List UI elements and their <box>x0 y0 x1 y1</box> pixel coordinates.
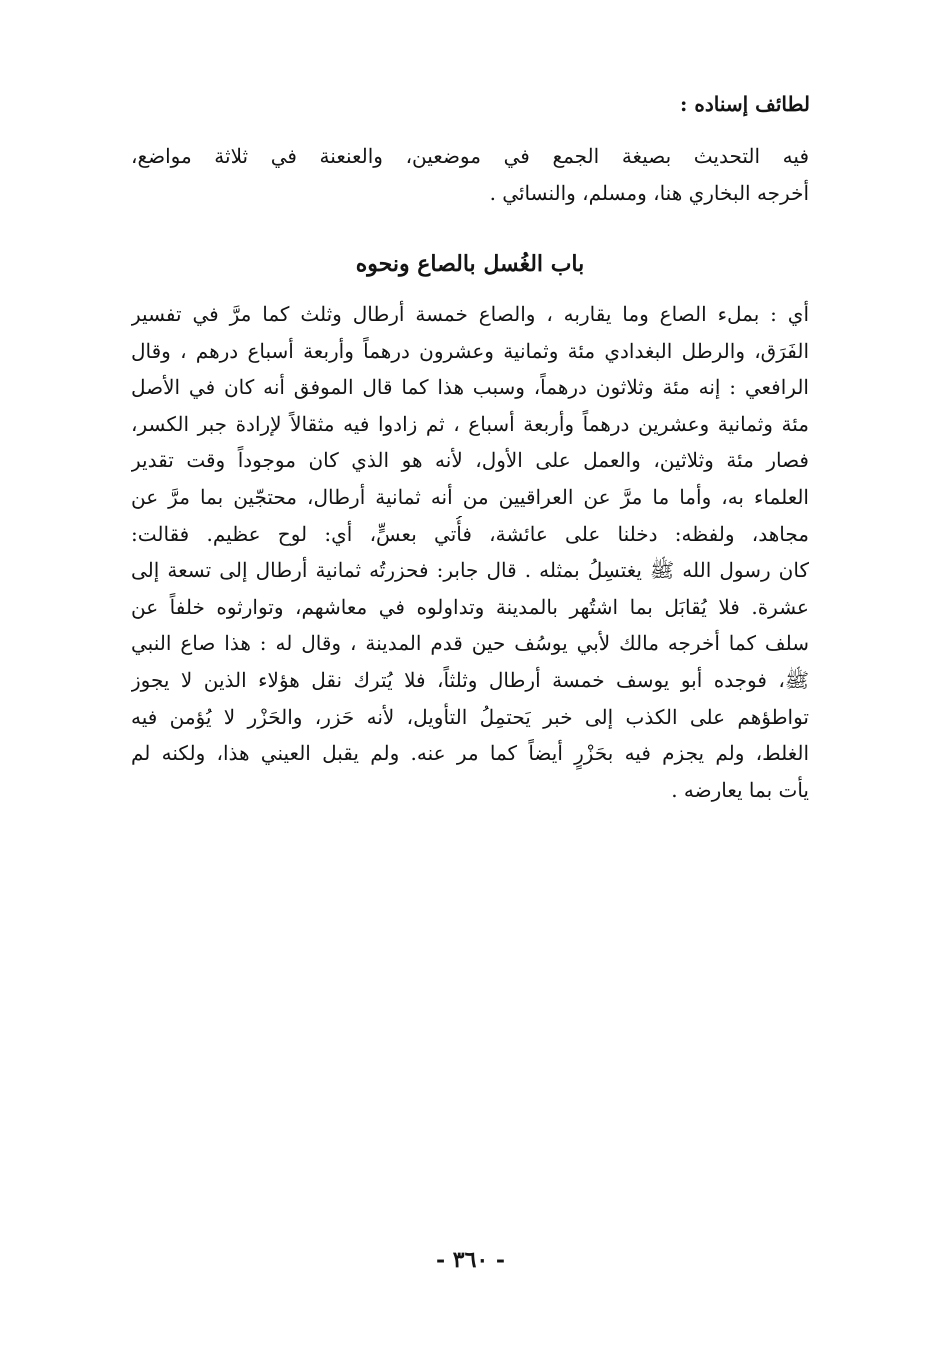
paragraph-line: فيه التحديث بصيغة الجمع في موضعين، والعنعنة في ثلاثة مواضع، <box>131 144 809 168</box>
section-label-isnad-subtleties: لطائف إسناده : <box>680 92 810 116</box>
page-number: - ٣٦٠ - <box>435 1247 506 1273</box>
chapter-title: باب الغُسل بالصاع ونحوه <box>355 251 585 277</box>
paragraph-line: العلماء به، وأما ما مرَّ عن العراقيين من أنه ثمانية أرطال، محتجّين بما مرَّ عن <box>131 484 809 509</box>
paragraph-isnad <box>131 138 809 211</box>
paragraph-line: سلف كما أخرجه مالك لأبي يوسُف حين قدم المدينة ، وقال له : هذا صاع النبي <box>131 631 809 656</box>
paragraph-commentary <box>131 296 809 808</box>
paragraph-line: ﷺ، فوجده أبو يوسف خمسة أرطال وثلثاً، فلا يُترك نقل هؤلاء الذين لا يجوز <box>131 667 809 692</box>
paragraph-line: أي : بملء الصاع وما يقاربه ، والصاع خمسة أرطال وثلث كما مرَّ في تفسير <box>131 302 809 326</box>
paragraph-line: الغلط، ولم يجزم فيه بحَزْرٍ أيضاً كما مر عنه. ولم يقبل العيني هذا، ولكنه لم <box>131 741 809 766</box>
paragraph-line: تواطؤهم على الكذب إلى خبر يَحتمِلُ التأويل، لأنه حَزر، والحَزْر لا يُؤمن فيه <box>131 704 809 729</box>
paragraph-line: فصار مئة وثلاثين، والعمل على الأول، لأنه هو الذي كان موجوداً وقت تقدير <box>131 448 809 473</box>
paragraph-line: كان رسول الله ﷺ يغتسِلُ بمثله . قال جابر: فحزرتُه ثمانية أرطال إلى تسعة إلى <box>131 558 809 583</box>
paragraph-line-last: يأت بما يعارضه . <box>671 777 809 802</box>
paragraph-line: الفَرَق، والرطل البغدادي مئة وثمانية وعشرون درهماً وأربعة أسباع درهم ، وقال <box>131 338 809 363</box>
paragraph-line: مئة وثمانية وعشرين درهماً وأربعة أسباع ، ثم زادوا فيه مثقالاً لإرادة جبر الكسر، <box>131 411 809 436</box>
paragraph-line: عشرة. فلا يُقابَل بما اشتُهر بالمدينة وتداولوه في معاشهم، وتوارثوه خلفاً عن <box>131 594 809 619</box>
paragraph-line-last: أخرجه البخاري هنا، ومسلم، والنسائي . <box>489 180 809 205</box>
paragraph-line: مجاهد، ولفظه: دخلنا على عائشة، فأُتي بعسٍّ، أي: لوح عظيم. فقالت: <box>131 521 809 546</box>
paragraph-line: الرافعي : إنه مئة وثلاثون درهماً، وسبب هذا كما قال الموفق أنه كان في الأصل <box>131 375 809 400</box>
